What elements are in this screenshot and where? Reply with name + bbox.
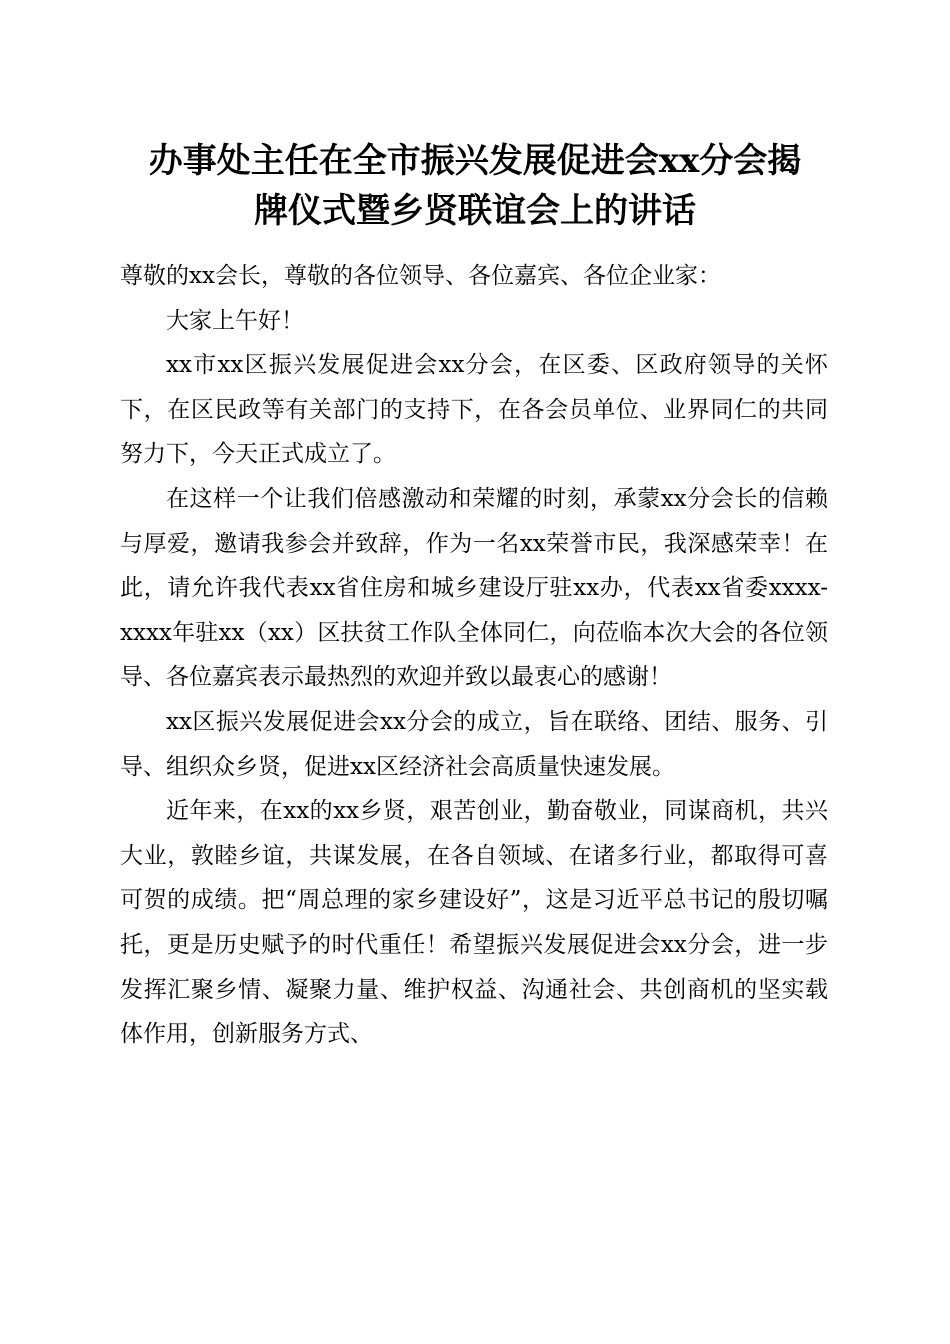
salutation: 尊敬的xx会长，尊敬的各位领导、各位嘉宾、各位企业家： <box>120 263 721 289</box>
paragraph-founding: xx市xx区振兴发展促进会xx分会，在区委、区政府领导的关怀下，在区民政等有关部门的支持下，在各会员单位、业界同仁的共同努力下，今天正式成立了。 <box>120 352 828 468</box>
paragraph-purpose: xx区振兴发展促进会xx分会的成立，旨在联络、团结、服务、引导、组织众乡贤，促进xx区经济社会高质量快速发展。 <box>120 708 828 780</box>
paragraph-achievements: 近年来，在xx的xx乡贤，艰苦创业，勤奋敬业，同谋商机，共兴大业，敦睦乡谊，共谋发展，在各自领域、在诸多行业，都取得可喜可贺的成绩。把“周总理的家乡建设好”，这是习近平总书记的殷切嘱托，更是历史赋予的时代重任！希望振兴发展促进会xx分会，进一步发挥汇聚乡情、凝聚力量、维护权益、沟通社会、共创商机的坚实载体作用，创新服务方式、 <box>120 798 828 1048</box>
paragraph-greeting: 大家上午好！ <box>166 307 304 334</box>
document-title-line-2: 牌仪式暨乡贤联谊会上的讲话 <box>254 191 696 231</box>
document-title <box>100 136 850 236</box>
paragraph-welcome: 在这样一个让我们倍感激动和荣耀的时刻，承蒙xx分会长的信赖与厚爱，邀请我参会并致辞，作为一名xx荣誉市民，我深感荣幸！在此，请允许我代表xx省住房和城乡建设厅驻xx办，代表xx省委xxxx-xxxx年驻xx（xx）区扶贫工作队全体同仁，向莅临本次大会的各位领导、各位嘉宾表示最热烈的欢迎并致以最衷心的感谢！ <box>120 485 828 691</box>
document-body <box>120 254 828 1057</box>
document-title-line-1: 办事处主任在全市振兴发展促进会xx分会揭 <box>148 141 802 181</box>
